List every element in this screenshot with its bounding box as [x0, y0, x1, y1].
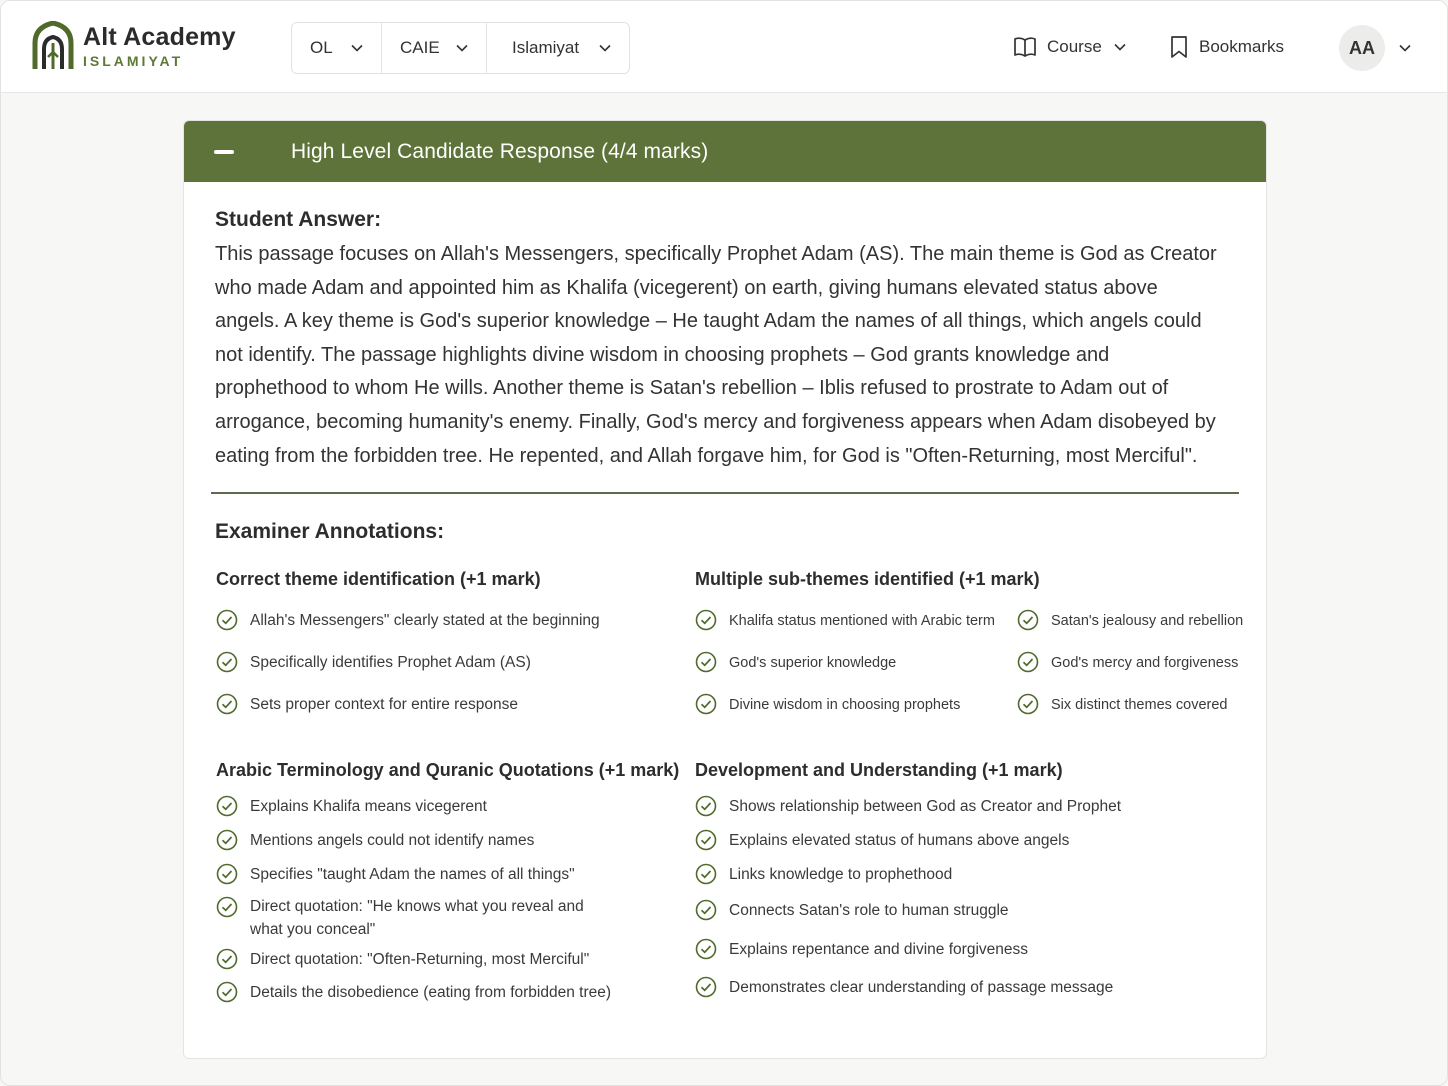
- chevron-down-icon: [599, 44, 611, 52]
- section-title: Development and Understanding (+1 mark): [695, 760, 1063, 781]
- subject-select[interactable]: [487, 23, 629, 73]
- list-item: [216, 695, 686, 737]
- list-item-text: Allah's Messengers" clearly stated at the beginning: [250, 612, 600, 630]
- list-item-text: Demonstrates clear understanding of passage message: [729, 979, 1114, 997]
- section-title: Arabic Terminology and Quranic Quotations (+1 mark): [216, 760, 680, 781]
- chevron-down-icon: [1399, 44, 1411, 52]
- student-answer-text: This passage focuses on Allah's Messengers, specifically Prophet Adam (AS). The main theme is God as Creator who made Adam and appointed him as Khalifa (vicegerent) on earth, giving humans elevated status above angels. A key theme is God's superior knowledge – He taught Adam the names of all things, which angels could not identify. The passage highlights divine wisdom in choosing prophets – God grants knowledge and prophethood to whom He wills. Another theme is Satan's rebellion – Iblis refused to prostrate to Adam out of arrogance, becoming humanity's enemy. Finally, God's mercy and forgiveness appears when Adam disobeyed by eating from the forbidden tree. He repented, and Allah forgave him, for God is "Often-Returning, most Merciful".: [215, 243, 1217, 467]
- board-select-value: CAIE: [400, 38, 440, 57]
- list-item: [695, 901, 1255, 940]
- list-item-text: God's mercy and forgiveness: [1051, 655, 1239, 672]
- list-item: [695, 695, 1017, 737]
- check-circle-icon: [1017, 651, 1039, 673]
- annotation-list: [1017, 611, 1253, 737]
- course-menu[interactable]: [1013, 36, 1126, 58]
- list-item-text: Links knowledge to prophethood: [729, 866, 953, 884]
- list-item: [695, 940, 1255, 978]
- chevron-down-icon: [456, 44, 468, 52]
- list-item: [216, 865, 686, 898]
- open-book-icon: [1013, 36, 1037, 58]
- list-item-text: Specifies "taught Adam the names of all things": [250, 866, 575, 884]
- brand-name: Alt Academy: [83, 23, 236, 51]
- annotation-section-development: [695, 760, 1255, 1008]
- check-circle-icon: [695, 795, 717, 817]
- check-circle-icon: [216, 609, 238, 631]
- list-item-text: Sets proper context for entire response: [250, 696, 518, 714]
- section-title: Correct theme identification (+1 mark): [216, 569, 541, 590]
- list-item: [1017, 695, 1253, 737]
- annotation-section-theme: [216, 569, 686, 737]
- list-item-text: Explains elevated status of humans above angels: [729, 832, 1070, 850]
- annotation-list: [216, 611, 686, 737]
- annotation-list: [695, 611, 1017, 737]
- course-menu-wrap: [1013, 1, 1126, 93]
- check-circle-icon: [695, 609, 717, 631]
- list-item-text: Direct quotation: "Often-Returning, most Merciful": [250, 951, 590, 969]
- list-item-text: Divine wisdom in choosing prophets: [729, 697, 961, 714]
- chevron-down-icon: [351, 44, 363, 52]
- subject-select-value: Islamiyat: [512, 38, 580, 57]
- subthemes-columns: [695, 611, 1255, 737]
- check-circle-icon: [216, 948, 238, 970]
- list-item-text: Mentions angels could not identify names: [250, 832, 535, 850]
- chevron-down-icon: [1114, 43, 1126, 51]
- list-item: [216, 898, 686, 950]
- brand[interactable]: [31, 21, 236, 71]
- level-select-value: OL: [310, 38, 333, 57]
- card-content: [184, 182, 1266, 1002]
- annotation-section-subthemes: [695, 569, 1255, 737]
- list-item-text: Explains repentance and divine forgiveness: [729, 941, 1028, 959]
- collapse-minus-icon: [214, 150, 234, 154]
- list-item-text: Six distinct themes covered: [1051, 697, 1228, 714]
- board-select[interactable]: [382, 23, 487, 73]
- check-circle-icon: [695, 693, 717, 715]
- card-title: High Level Candidate Response (4/4 marks): [291, 139, 709, 163]
- list-item: [216, 611, 686, 653]
- check-circle-icon: [216, 795, 238, 817]
- avatar: AA: [1339, 25, 1385, 71]
- check-circle-icon: [1017, 693, 1039, 715]
- check-circle-icon: [216, 981, 238, 1003]
- list-item-text: Explains Khalifa means vicegerent: [250, 798, 487, 816]
- list-item: [216, 950, 686, 983]
- check-circle-icon: [695, 899, 717, 921]
- bookmarks-label: Bookmarks: [1199, 37, 1285, 56]
- list-item-text: Satan's jealousy and rebellion: [1051, 613, 1244, 630]
- check-circle-icon: [216, 829, 238, 851]
- check-circle-icon: [216, 651, 238, 673]
- list-item: [1017, 653, 1253, 695]
- curriculum-selectors: [291, 22, 630, 74]
- list-item: [695, 797, 1255, 831]
- list-item-text: Khalifa status mentioned with Arabic term: [729, 613, 995, 630]
- mosque-logo-icon: [31, 21, 75, 71]
- brand-subtitle: ISLAMIYAT: [83, 53, 184, 69]
- check-circle-icon: [695, 976, 717, 998]
- list-item: [216, 983, 686, 1013]
- annotation-list: [695, 797, 1255, 1008]
- bookmarks-link[interactable]: [1169, 35, 1284, 59]
- list-item-text: Direct quotation: "He knows what you reveal and what you conceal": [250, 898, 584, 939]
- list-item: [695, 865, 1255, 901]
- bookmarks-link-wrap: [1169, 1, 1284, 93]
- list-item-text: God's superior knowledge: [729, 655, 897, 672]
- top-header: [1, 1, 1447, 93]
- list-item: [1017, 611, 1253, 653]
- bookmark-icon: [1169, 35, 1189, 59]
- list-item-text: Specifically identifies Prophet Adam (AS): [250, 654, 531, 672]
- accordion-header[interactable]: [184, 121, 1266, 182]
- list-item: [695, 653, 1017, 695]
- annotation-section-arabic: [216, 760, 686, 1013]
- student-answer-heading: Student Answer:: [215, 208, 382, 231]
- check-circle-icon: [695, 651, 717, 673]
- check-circle-icon: [695, 938, 717, 960]
- list-item: [695, 611, 1017, 653]
- user-menu[interactable]: [1339, 25, 1411, 71]
- check-circle-icon: [695, 829, 717, 851]
- divider: [211, 492, 1239, 494]
- list-item: [695, 831, 1255, 865]
- check-circle-icon: [695, 863, 717, 885]
- candidate-response-card: [183, 120, 1267, 1059]
- check-circle-icon: [216, 896, 238, 918]
- annotation-list: [216, 797, 686, 1013]
- level-select[interactable]: [292, 23, 382, 73]
- check-circle-icon: [1017, 609, 1039, 631]
- list-item-text: Details the disobedience (eating from forbidden tree): [250, 984, 612, 1002]
- list-item-text: Shows relationship between God as Creator and Prophet: [729, 798, 1122, 816]
- list-item: [216, 831, 686, 865]
- check-circle-icon: [216, 863, 238, 885]
- list-item: [695, 978, 1255, 1008]
- course-label: Course: [1047, 37, 1102, 56]
- examiner-annotations-heading: Examiner Annotations:: [215, 520, 445, 544]
- list-item-text: Connects Satan's role to human struggle: [729, 902, 1009, 920]
- list-item: [216, 797, 686, 831]
- check-circle-icon: [216, 693, 238, 715]
- section-title: Multiple sub-themes identified (+1 mark): [695, 569, 1040, 590]
- list-item: [216, 653, 686, 695]
